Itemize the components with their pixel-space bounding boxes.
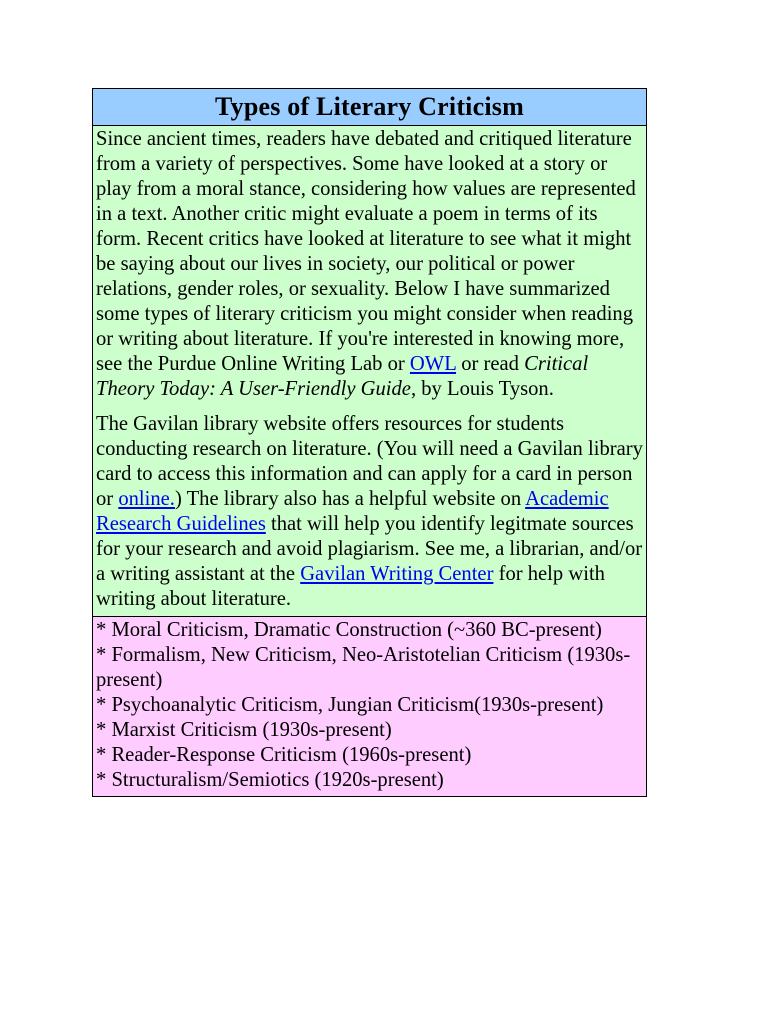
library-text-b: ) The library also has a helpful website on	[174, 488, 526, 510]
owl-link[interactable]: OWL	[409, 353, 457, 375]
title-cell	[93, 89, 646, 126]
literary-criticism-table	[92, 88, 647, 797]
library-text-c: that will help you identify legitmate sources for your research and avoid plagiarism. See me, a librarian, and/or a writing assistant at the	[96, 513, 643, 585]
list-item: * Psychoanalytic Criticism, Jungian Criticism(1930s-present)	[96, 694, 604, 716]
page-title: Types of Literary Criticism	[215, 92, 524, 121]
list-item: * Marxist Criticism (1930s-present)	[96, 719, 392, 741]
list-item: * Moral Criticism, Dramatic Construction (~360 BC-present)	[96, 619, 602, 641]
list-item: * Reader-Response Criticism (1960s-present)	[96, 744, 472, 766]
intro-text: Since ancient times, readers have debated and critiqued literature from a variety of perspectives. Some have looked at a story or play from a moral stance, considering how values are represented in a text. Another critic might evaluate a poem in terms of its form. Recent critics have looked at literature to see what it might be saying about our lives in society, our political or power relations, gender roles, or sexuality. Below I have summarized some types of literary criticism you might consider when reading or writing about literature. If you're interested in knowing more, see the Purdue Online Writing Lab or	[96, 128, 636, 375]
library-text-d: for help with writing about literature.	[96, 563, 605, 610]
intro-paragraph-1	[96, 127, 643, 402]
writing-center-link[interactable]: Gavilan Writing Center	[300, 563, 494, 585]
list-item: * Formalism, New Criticism, Neo-Aristotelian Criticism (1930s-present)	[96, 644, 631, 691]
or-read-text: or read	[456, 353, 525, 375]
book-author-text: , by Louis Tyson.	[410, 378, 554, 400]
online-link[interactable]: online.	[118, 488, 175, 510]
intro-cell	[93, 126, 646, 617]
criticism-list	[96, 618, 643, 793]
book-title: Critical Theory Today: A User-Friendly Guide	[96, 353, 589, 400]
library-text-a: The Gavilan library website offers resources for students conducting research on literature. (You will need a Gavilan library card to access this information and can apply for a card in person or	[96, 413, 643, 510]
criticism-list-cell	[93, 617, 646, 796]
intro-paragraph-2	[96, 412, 643, 612]
list-item: * Structuralism/Semiotics (1920s-present)	[96, 769, 444, 791]
research-guidelines-link[interactable]: Academic Research Guidelines	[96, 488, 609, 535]
